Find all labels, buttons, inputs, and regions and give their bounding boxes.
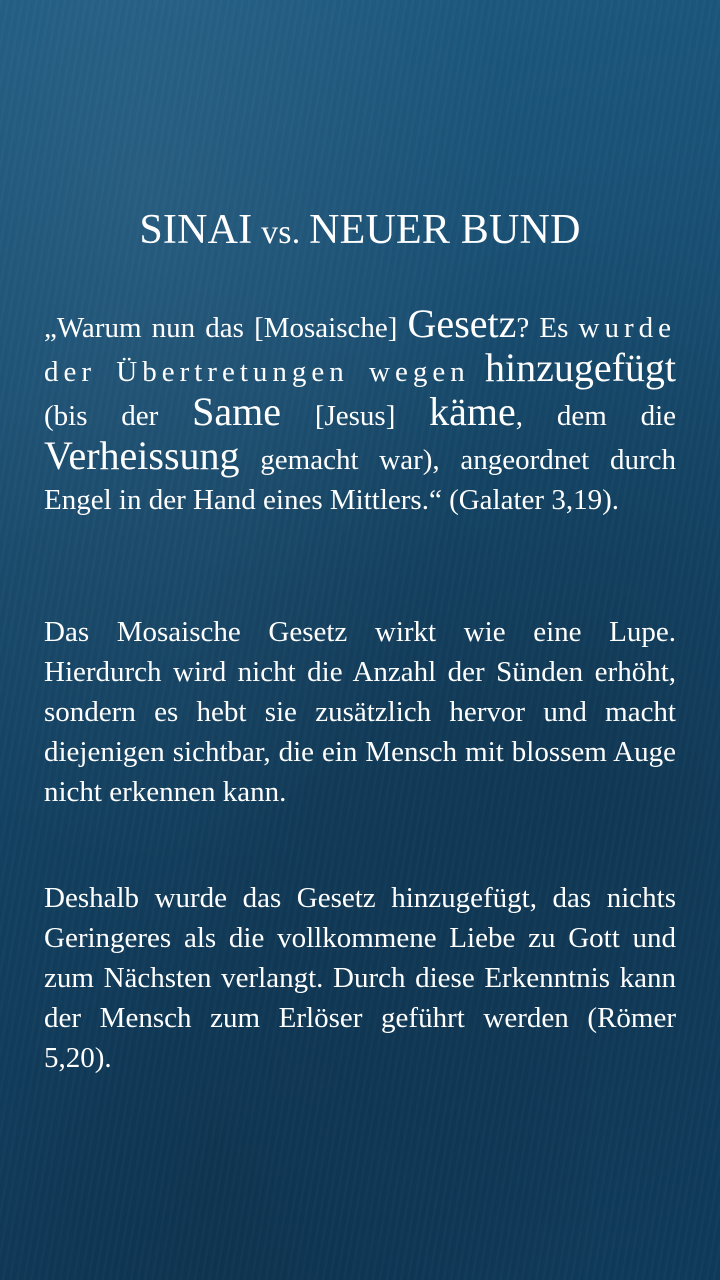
quote-text: (bis der <box>44 400 193 432</box>
title-part1: SINAI <box>139 207 253 253</box>
page-title <box>0 206 720 257</box>
quote-text: wurde der Übertretungen wegen <box>44 312 676 388</box>
quote-text: ? Es <box>516 312 579 344</box>
quote-emphasis-same: Same <box>192 389 282 434</box>
title-part2: NEUER BUND <box>309 207 581 253</box>
paragraph-lupe: Das Mosaische Gesetz wirkt wie eine Lupe. Hierdurch wird nicht die Anzahl der Sünden erhöht, sondern es hebt sie zusätzlich hervor und macht diejenigen sichtbar, die ein Mensch mit blossem Auge nicht erkennen kann. <box>44 616 676 808</box>
paragraph-erloeser: Deshalb wurde das Gesetz hinzugefügt, das nichts Geringeres als die vollkommene Liebe zu Gott und zum Nächsten verlangt. Durch diese Erkenntnis kann der Mensch zum Erlöser geführt werden (Römer 5,20). <box>44 882 676 1074</box>
quote-text: „Warum nun das [Mosaische] <box>44 312 408 344</box>
quote-text: gemacht war), angeordnet durch Engel in der Hand eines Mittlers.“ (Galater 3,19). <box>44 444 676 516</box>
bible-quote <box>44 301 677 520</box>
quote-emphasis-kaeme: käme <box>429 389 516 434</box>
quote-text: [Jesus] <box>281 400 430 432</box>
title-vs: vs. <box>252 214 310 251</box>
quote-text: , dem die <box>515 400 677 432</box>
quote-emphasis-gesetz: Gesetz <box>407 301 517 346</box>
quote-text <box>470 356 485 388</box>
quote-emphasis-verheissung: Verheissung <box>44 433 240 478</box>
quote-emphasis-hinzugefuegt: hinzugefügt <box>484 345 677 390</box>
